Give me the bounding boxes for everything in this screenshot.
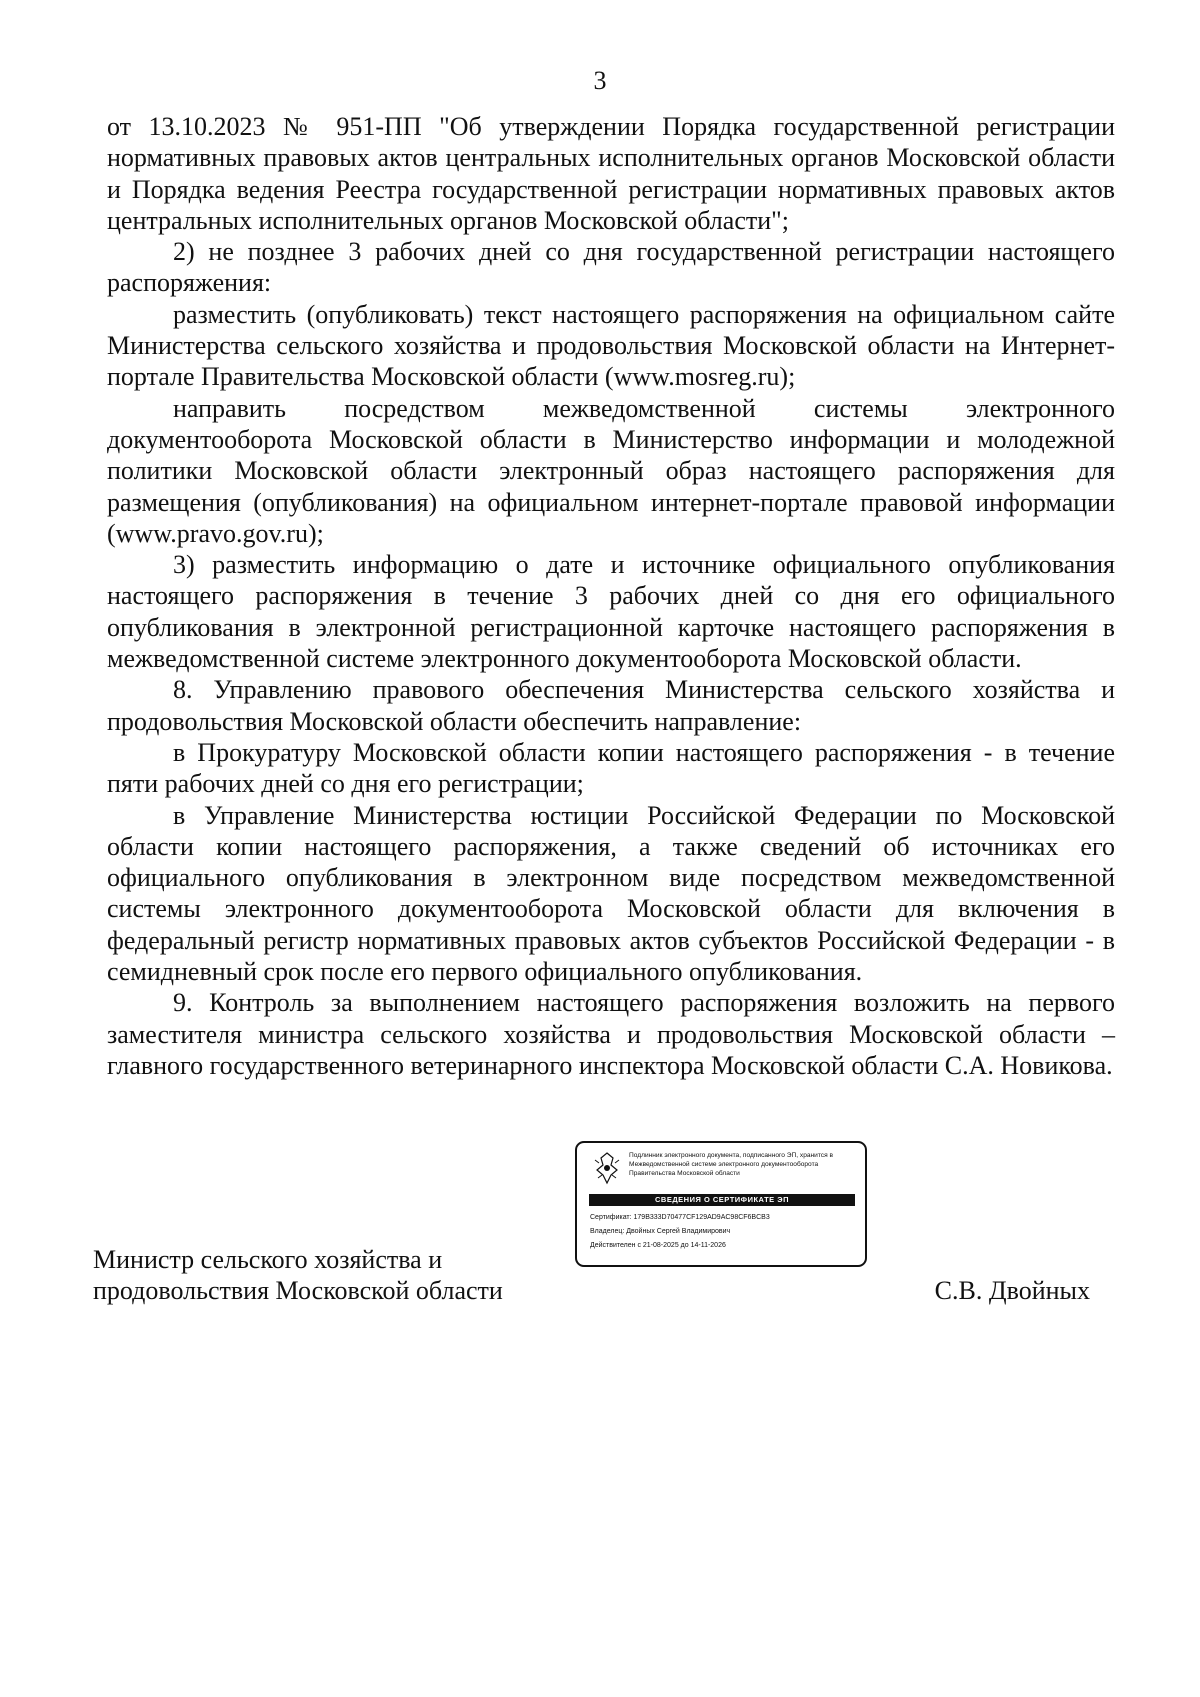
paragraph-4: направить посредством межведомственной системы электронного документооборота Московской области в Министерство информации и молодежной политики Московской области электронный образ настоящего распоряжения для размещения (опубликования) на официальном интернет-портале правовой информации (www.pravo.gov.ru); [107,393,1115,548]
coat-of-arms-icon [589,1150,625,1186]
stamp-header-text: Подлинник электронного документа, подписанного ЭП, хранится в Межведомственной системе электронного документооборота Правительства Московской области [629,1152,834,1177]
signer-position [93,1244,503,1306]
paragraph-7: в Прокуратуру Московской области копии настоящего распоряжения - в течение пяти рабочих дней со дня его регистрации; [107,737,1115,799]
document-body [107,111,1115,1081]
electronic-signature-stamp [575,1141,867,1267]
paragraph-2: 2) не позднее 3 рабочих дней со дня государственной регистрации настоящего распоряжения: [107,237,1115,298]
paragraph-6: 8. Управлению правового обеспечения Министерства сельского хозяйства и продовольствия Московской области обеспечить направление: [107,675,1115,736]
stamp-owner: Владелец: Двойных Сергей Владимирович [590,1228,731,1235]
paragraph-9: 9. Контроль за выполнением настоящего распоряжения возложить на первого заместителя министра сельского хозяйства и продовольствия Московской области – главного государственного ветеринарного инспектора Московской области С.А. Новикова. [107,988,1115,1080]
paragraph-8: в Управление Министерства юстиции Российской Федерации по Московской области копии настоящего распоряжения, а также сведений об источниках его официального опубликования в электронном виде посредством межведомственной системы электронного документооборота Московской области для включения в федеральный регистр нормативных правовых актов субъектов Российской Федерации - в семидневный срок после его первого официального опубликования. [107,800,1115,987]
page-number: 3 [593,66,607,95]
paragraph-3: разместить (опубликовать) текст настоящего распоряжения на официальном сайте Министерства сельского хозяйства и продовольствия Московской области на Интернет-портале Правительства Московской области (www.mosreg.ru); [107,299,1115,392]
stamp-certificate-number: Сертификат: 179B333D70477CF129AD9AC98CF6BCB3 [590,1214,770,1221]
signer-position-line-1: Министр сельского хозяйства и [93,1245,443,1274]
stamp-certificate-bar: СВЕДЕНИЯ О СЕРТИФИКАТЕ ЭП [589,1194,855,1206]
paragraph-5: 3) разместить информацию о дате и источнике официального опубликования настоящего распоряжения в течение 3 рабочих дней со дня его официального опубликования в электронной регистрационной карточке настоящего распоряжения в межведомственной системе электронного документооборота Московской области. [107,550,1115,674]
paragraph-1: от 13.10.2023 № 951-ПП "Об утверждении Порядка государственной регистрации нормативных правовых актов центральных исполнительных органов Московской области и Порядка ведения Реестра государственной регистрации нормативных правовых актов центральных исполнительных органов Московской области"; [107,112,1115,235]
signer-name: С.В. Двойных [934,1276,1090,1305]
stamp-validity: Действителен с 21-08-2025 до 14-11-2026 [590,1242,726,1249]
signer-position-line-2: продовольствия Московской области [93,1276,503,1305]
